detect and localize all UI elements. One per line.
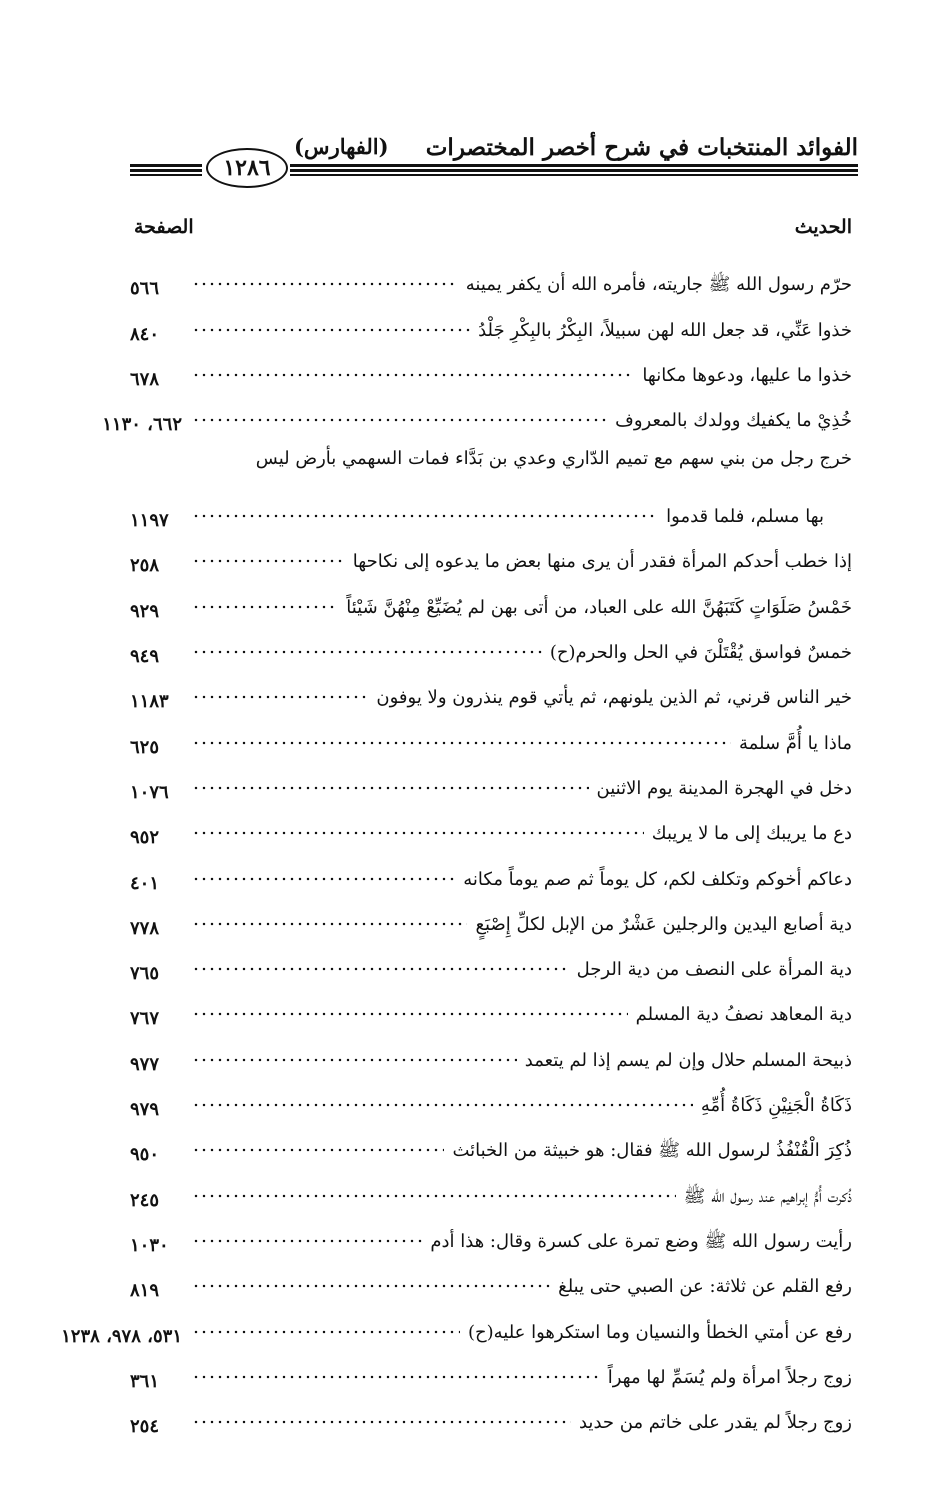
entry-text: خذوا عَنِّي، قد جعل الله لهن سبيلاً، البِكْرُ بالبِكْرِ جَلْدُ (478, 319, 852, 341)
dot-leader (192, 598, 338, 616)
entry-text: دعاكم أخوكم وتكلف لكم، كل يوماً ثم صم يوماً مكانه (463, 868, 852, 890)
entry-line (192, 445, 852, 473)
entry-text: إذا خطب أحدكم المرأة فقدر أن يرى منها بعض ما يدعوه إلى نكاحها (352, 551, 852, 573)
entry-line (192, 503, 852, 531)
entry-page-ref: ١٠٣٠ (130, 1234, 169, 1256)
entry-text: دية المرأة على النصف من دية الرجل (576, 959, 852, 981)
entry-page-ref: ٦٦٢، ١١٣٠ (102, 414, 182, 436)
entry-text: خرج رجل من بني سهم مع تميم الدّاري وعدي بن بَدَّاء فمات السهمي بأرض ليس (255, 448, 852, 470)
dot-leader (192, 321, 470, 339)
dot-leader (192, 824, 644, 842)
entry-page-ref: ١٠٧٦ (130, 781, 169, 803)
dot-leader (192, 734, 731, 752)
running-header (130, 128, 858, 190)
entry-page-ref: ٦٧٨ (130, 368, 160, 390)
entry-page-ref: ٢٥٨ (130, 555, 160, 577)
index-entry (130, 443, 852, 539)
entry-line (192, 684, 852, 712)
dot-leader (192, 366, 634, 384)
dot-leader (192, 552, 345, 570)
index-entry (130, 584, 852, 629)
entry-text: دية أصابع اليدين والرجلين عَشْرٌ من الإبل لكلِّ إِصْبَعٍ (475, 913, 852, 935)
section-title: (الفهارس) (294, 134, 389, 159)
entry-line (192, 317, 852, 345)
entry-text: خَمْسُ صَلَوَاتٍ كَتَبَهُنَّ الله على العباد، من أتى بهن لم يُضَيِّعْ مِنْهُنَّ شَيْئاً (346, 596, 852, 618)
entry-line (192, 407, 852, 435)
entry-page-ref: ٧٦٥ (130, 963, 160, 985)
dot-leader (192, 1096, 693, 1114)
dot-leader (192, 1141, 444, 1159)
dot-leader (192, 688, 368, 706)
entry-text: دخل في الهجرة المدينة يوم الاثنين (596, 777, 852, 799)
index-entry (130, 539, 852, 584)
dot-leader (192, 1051, 517, 1069)
dot-leader (192, 1187, 676, 1205)
entry-text: خُذِيْ ما يكفيك وولدك بالمعروف (615, 410, 852, 432)
entry-text: زوج رجلاً لم يقدر على خاتم من حديد (578, 1412, 852, 1434)
index-entry (61, 1309, 852, 1354)
dot-leader (192, 275, 458, 293)
entry-page-ref: ٩٤٩ (130, 646, 160, 668)
entry-page-ref: ١١٩٧ (130, 510, 169, 532)
index-entry (130, 1400, 852, 1445)
index-entry (130, 811, 852, 856)
entry-text: ذبيحة المسلم حلال وإن لم يسم إذا لم يتعمد (524, 1049, 852, 1071)
dot-leader (192, 1005, 628, 1023)
entry-line (192, 594, 852, 622)
dot-leader (192, 1368, 600, 1386)
header-rule-short (130, 164, 202, 176)
dot-leader (192, 915, 467, 933)
index-entry (130, 353, 852, 398)
entry-page-ref: ٩٧٩ (130, 1099, 160, 1121)
index-entry (130, 630, 852, 675)
entry-line (192, 1409, 852, 1437)
entry-line (192, 956, 852, 984)
index-entry (130, 1173, 852, 1218)
page-number: ١٢٨٦ (206, 148, 288, 188)
index-entry (130, 675, 852, 720)
entry-page-ref: ١١٨٣ (130, 691, 169, 713)
dot-leader (192, 960, 569, 978)
entry-text: زوج رجلاً امرأة ولم يُسَمِّ لها مهراً (607, 1366, 852, 1388)
entry-line (192, 1364, 852, 1392)
index-entry (130, 1219, 852, 1264)
entry-page-ref: ٥٣١، ٩٧٨، ١٢٣٨ (61, 1325, 182, 1347)
entry-page-ref: ٩٥٢ (130, 827, 160, 849)
entry-page-ref: ٩٢٩ (130, 600, 160, 622)
index-entry (130, 1264, 852, 1309)
entry-line (192, 1183, 852, 1211)
entry-page-ref: ٢٥٤ (130, 1416, 160, 1438)
index-entry (130, 1037, 852, 1082)
entry-page-ref: ٢٤٥ (130, 1189, 160, 1211)
index-entry (130, 1355, 852, 1400)
dot-leader (192, 1277, 550, 1295)
entry-text: ذُكرت أُمُّ إبراهيم عند رسول الله ﷺ (683, 1185, 852, 1207)
entry-line (192, 639, 852, 667)
index-entry (130, 856, 852, 901)
entry-line (192, 911, 852, 939)
entry-text-continued: بها مسلم، فلما قدموا (666, 506, 824, 528)
dot-leader (192, 1413, 571, 1431)
entry-line (192, 1001, 852, 1029)
entry-page-ref: ٦٢٥ (130, 736, 160, 758)
header-rule (290, 164, 858, 176)
entry-page-ref: ٥٦٦ (130, 278, 160, 300)
index-entry (130, 902, 852, 947)
entry-line (192, 362, 852, 390)
index-entry (130, 766, 852, 811)
dot-leader (192, 411, 607, 429)
dot-leader (192, 1323, 460, 1341)
index-entry (130, 947, 852, 992)
index-entry (130, 262, 852, 307)
index-entries (61, 262, 852, 1445)
index-entry (130, 992, 852, 1037)
dot-leader (192, 507, 658, 525)
entry-line (192, 1092, 852, 1120)
entry-text: خمسٌ فواسق يُقْتَلْنَ في الحل والحرم(ح) (549, 642, 852, 664)
entry-line (192, 775, 852, 803)
index-entry (130, 720, 852, 765)
entry-line (192, 866, 852, 894)
entry-line (192, 730, 852, 758)
entry-page-ref: ٤٠١ (130, 872, 160, 894)
entry-line (192, 1273, 852, 1301)
index-entry (130, 307, 852, 352)
index-entry (130, 1083, 852, 1128)
entry-page-ref: ٩٧٧ (130, 1053, 160, 1075)
entry-page-ref: ٧٧٨ (130, 917, 160, 939)
dot-leader (192, 643, 542, 661)
entry-text: ذُكِرَ الْقُنْفُذُ لرسول الله ﷺ فقال: هو خبيثة من الخبائث (452, 1140, 852, 1162)
entry-page-ref: ٧٦٧ (130, 1008, 160, 1030)
entry-line (192, 271, 852, 299)
entry-line (192, 1228, 852, 1256)
entry-text: رفع القلم عن ثلاثة: عن الصبي حتى يبلغ (558, 1276, 852, 1298)
entry-page-ref: ٨١٩ (130, 1280, 160, 1302)
dot-leader (192, 870, 455, 888)
entry-text: حرّم رسول الله ﷺ جاريته، فأمره الله أن يكفر يمينه (465, 274, 852, 296)
entry-page-ref: ٨٤٠ (130, 323, 160, 345)
dot-leader (192, 1232, 422, 1250)
entry-line (192, 1047, 852, 1075)
dot-leader (192, 779, 589, 797)
entry-text: ماذا يا أُمَّ سلمة (738, 732, 852, 754)
index-entry (102, 398, 852, 443)
entry-text: خير الناس قرني، ثم الذين يلونهم، ثم يأتي قوم ينذرون ولا يوفون (376, 687, 852, 709)
entry-line (192, 820, 852, 848)
entry-line (192, 1319, 852, 1347)
page-column-heading: الصفحة (134, 216, 194, 238)
hadith-column-heading: الحديث (794, 216, 852, 238)
entry-text: رأيت رسول الله ﷺ وضع تمرة على كسرة وقال: هذا أدم (430, 1230, 852, 1252)
entry-text: دع ما يريبك إلى ما لا يريبك (651, 823, 852, 845)
entry-text: ذَكَاةُ الْجَنِيْنِ ذَكَاةُ أُمِّهِ (700, 1095, 852, 1117)
entry-page-ref: ٣٦١ (130, 1370, 160, 1392)
entry-text: دية المعاهد نصفُ دية المسلم (635, 1004, 852, 1026)
entry-text: رفع عن أمتي الخطأ والنسيان وما استكرهوا عليه(ح) (467, 1321, 852, 1343)
entry-page-ref: ٩٥٠ (130, 1144, 160, 1166)
book-title: الفوائد المنتخبات في شرح أخصر المختصرات (425, 134, 858, 161)
index-entry (130, 1128, 852, 1173)
entry-line (192, 548, 852, 576)
entry-line (192, 1137, 852, 1165)
entry-text: خذوا ما عليها، ودعوها مكانها (642, 364, 852, 386)
